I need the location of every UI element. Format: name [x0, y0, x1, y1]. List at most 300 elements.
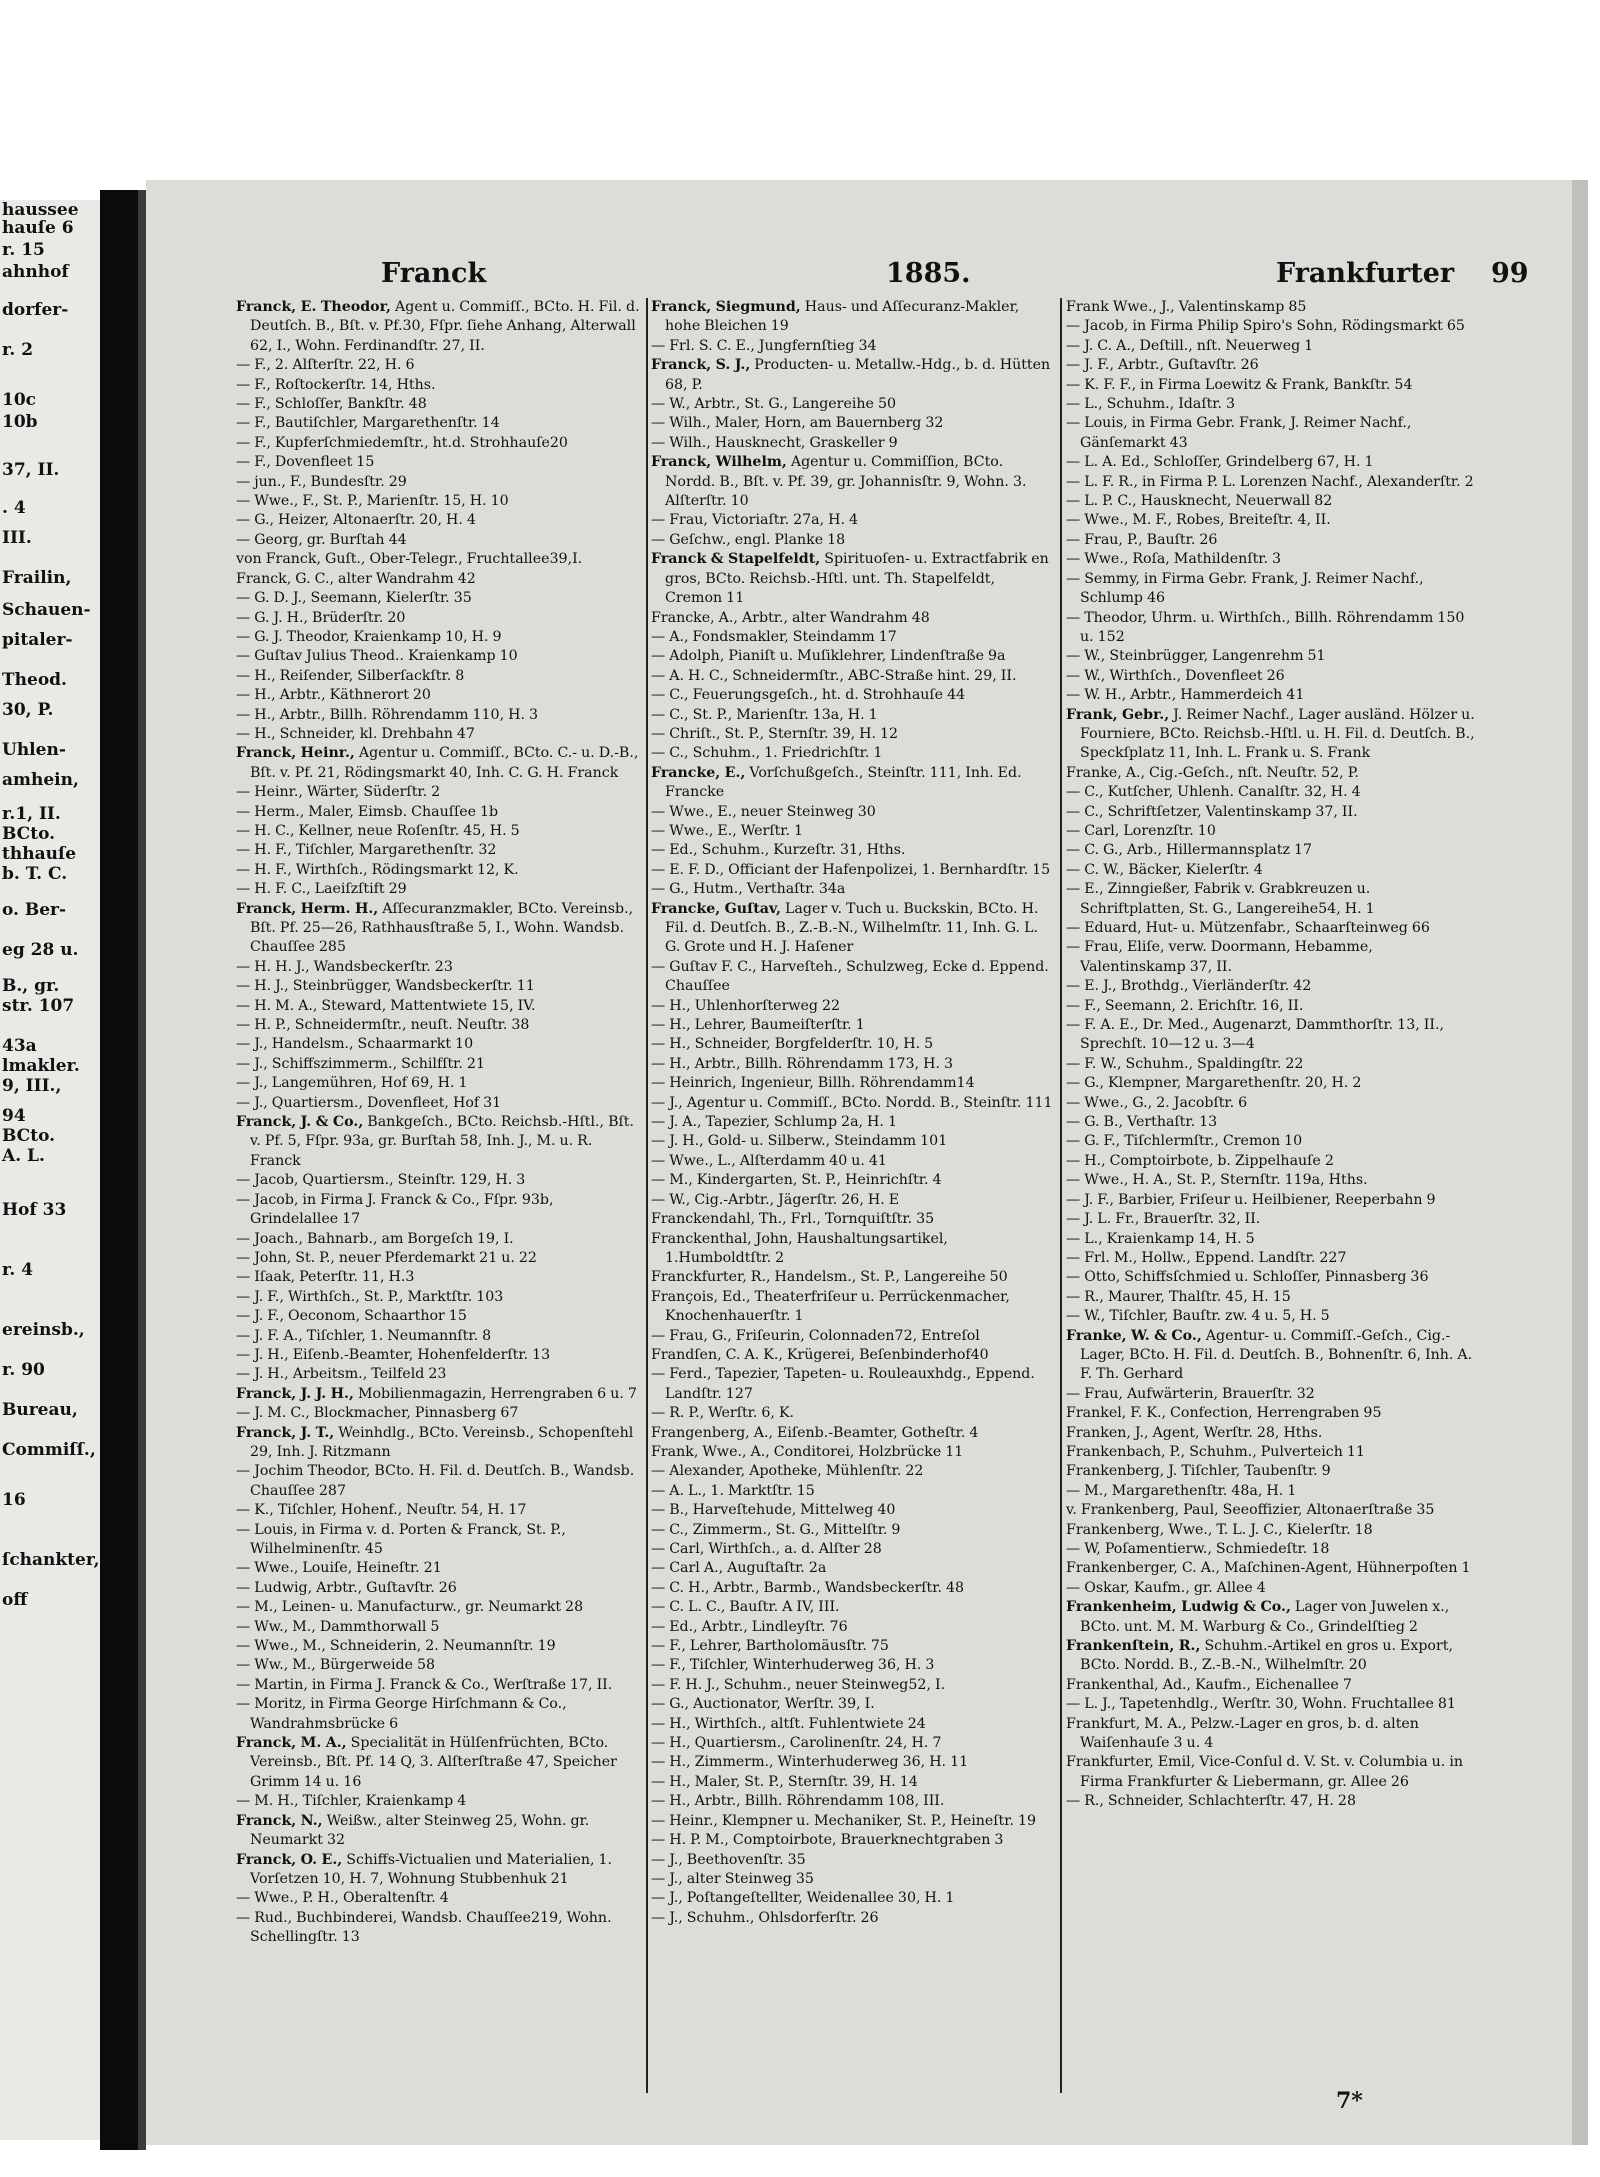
entry-text: — Heinr., Klempner u. Mechaniker, St. P., Heineſtr. 19	[651, 1812, 1037, 1829]
entry-text: — Ferd., Tapezier, Tapeten- u. Rouleauxhdg., Eppend. Landſtr. 127	[651, 1366, 1035, 1402]
entry-text: — Geſchw., engl. Planke 18	[651, 531, 846, 548]
entry-text: — Jacob, Quartiersm., Steinſtr. 129, H. 3	[236, 1172, 526, 1189]
entry-name: Franck, J. T.,	[236, 1424, 335, 1441]
entry-text: — Guſtav F. C., Harveſteh., Schulzweg, Ecke d. Eppend. Chauſſee	[651, 958, 1049, 995]
directory-entry	[1066, 667, 1476, 686]
left-page-text: haussee	[2, 200, 79, 220]
directory-entry	[1066, 1268, 1476, 1287]
entry-text: — J., alter Steinweg 35	[651, 1870, 814, 1887]
entry-text: — C., Schriftſetzer, Valentinskamp 37, II.	[1066, 803, 1358, 820]
entry-text: — C., Schuhm., 1. Friedrichſtr. 1	[651, 745, 883, 762]
directory-entry	[1066, 1016, 1476, 1055]
directory-entry	[1066, 1094, 1476, 1113]
directory-entry	[1066, 880, 1476, 919]
directory-entry	[236, 686, 641, 705]
entry-text: — H., Lehrer, Baumeiſterſtr. 1	[651, 1017, 865, 1034]
directory-entry	[651, 686, 1056, 705]
directory-entry	[236, 1618, 641, 1637]
directory-entry	[1066, 764, 1476, 783]
directory-entry	[651, 550, 1056, 608]
entry-text: — Jochim Theodor, BCto. H. Fil. d. Deutſch. B., Wandsb. Chauſſee 287	[236, 1463, 635, 1499]
directory-entry	[236, 1676, 641, 1695]
book-gutter	[100, 190, 142, 2150]
entry-text: — Wwe., L., Alſterdamm 40 u. 41	[651, 1152, 887, 1169]
entry-text: — W., Steinbrügger, Langenrehm 51	[1066, 648, 1326, 665]
entry-name: Frankenſtein, R.,	[1066, 1638, 1201, 1655]
entry-text: — J., Handelsm., Schaarmarkt 10	[236, 1036, 474, 1053]
left-page-text: r. 90	[2, 1360, 45, 1380]
left-page-text: 9, III.,	[2, 1076, 62, 1096]
directory-entry	[236, 1812, 641, 1851]
entry-text: Franck, G. C., alter Wandrahm 42	[236, 570, 476, 587]
directory-entry	[651, 803, 1056, 822]
directory-entry	[651, 1327, 1056, 1346]
entry-text: — H., Quartiersm., Carolinenſtr. 24, H. 7	[651, 1735, 942, 1752]
directory-entry	[236, 1113, 641, 1171]
left-page-text: Uhlen-	[2, 740, 66, 760]
entry-text: — W., Wirthſch., Dovenfleet 26	[1066, 667, 1285, 684]
left-page-text: III.	[2, 528, 32, 548]
directory-entry	[236, 1035, 641, 1054]
entry-text: — Wwe., G., 2. Jacobſtr. 6	[1066, 1094, 1248, 1111]
entry-text: — H., Arbtr., Billh. Röhrendamm 108, III.	[651, 1793, 945, 1810]
entry-text: — Wwe., F., St. P., Marienſtr. 15, H. 10	[236, 493, 509, 510]
directory-entry	[236, 1792, 641, 1811]
directory-entry	[651, 1695, 1056, 1714]
directory-entry	[1066, 511, 1476, 530]
directory-entry	[1066, 1191, 1476, 1210]
directory-entry	[1066, 1132, 1476, 1151]
entry-text: — Carl, Wirthſch., a. d. Alſter 28	[651, 1541, 882, 1557]
directory-entry	[1066, 1540, 1476, 1559]
directory-entry	[651, 1753, 1056, 1772]
entry-text: — Frau, G., Friſeurin, Colonnaden72, Entreſol	[651, 1327, 980, 1344]
entry-text: — C., St. P., Marienſtr. 13a, H. 1	[651, 706, 878, 723]
entry-text: — H. F., Wirthſch., Rödingsmarkt 12, K.	[236, 861, 519, 878]
entry-text: — Iſaak, Peterſtr. 11, H.3	[236, 1269, 415, 1286]
directory-entry	[236, 725, 641, 744]
entry-text: — Moritz, in Firma George Hirſchmann & Co., Wandrahmsbrücke 6	[236, 1696, 567, 1732]
directory-entry	[1066, 337, 1476, 356]
directory-entry	[236, 395, 641, 414]
entry-text: — Eduard, Hut- u. Mützenfabr., Schaarſteinweg 66	[1066, 920, 1430, 936]
entry-text: — G. J. H., Brüderſtr. 20	[236, 609, 406, 626]
entry-text: — A., Fondsmakler, Steindamm 17	[651, 628, 897, 645]
directory-entry	[1066, 1753, 1476, 1792]
entry-text: Spirituoſen- u. Extractfabrik en gros, BCto. Reichsb.-Hſtl. unt. Th. Stapelfeldt, Cremon 11	[665, 551, 1049, 607]
directory-entry	[651, 1230, 1056, 1269]
entry-text: — Wwe., P. H., Oberaltenſtr. 4	[236, 1890, 449, 1907]
entry-text: — H., Zimmerm., Winterhuderweg 36, H. 11	[651, 1754, 969, 1771]
entry-text: Frandſen, C. A. K., Krügerei, Beſenbinderhof40	[651, 1346, 989, 1363]
entry-text: — Carl, Lorenzſtr. 10	[1066, 822, 1216, 839]
left-page-text: hauſe 6	[2, 218, 74, 238]
directory-entry	[1066, 1521, 1476, 1540]
left-page-text: Bureau,	[2, 1400, 78, 1420]
signature-mark: 7*	[1336, 2088, 1363, 2114]
entry-name: Franck, N.,	[236, 1812, 323, 1829]
left-page-text: r.1, II.	[2, 804, 61, 824]
entry-text: — John, St. P., neuer Pferdemarkt 21 u. 22	[236, 1249, 537, 1266]
entry-text: — H., Schneider, kl. Drehbahn 47	[236, 725, 475, 742]
directory-entry	[651, 414, 1056, 433]
entry-text: — E. J., Brothdg., Vierländerſtr. 42	[1066, 978, 1312, 995]
entry-text: — H., Schneider, Borgfelderſtr. 10, H. 5	[651, 1036, 934, 1053]
entry-text: Agentur- u. Commiſſ.-Geſch., Cig.-Lager, BCto. H. Fil. d. Deutſch. B., Bohnenſtr. 6, Inh. A. F. Th. Gerhard	[1080, 1327, 1473, 1383]
entry-text: — C., Feuerungsgeſch., ht. d. Strohhauſe 44	[651, 687, 966, 704]
directory-entry	[236, 744, 641, 783]
directory-entry	[651, 1501, 1056, 1520]
directory-entry	[651, 453, 1056, 511]
entry-text: Aſſecuranzmakler, BCto. Vereinsb., Bſt. Pf. 25—26, Rathhausſtraße 5, I., Wohn. Wandsb. Chauſſee 285	[250, 900, 634, 956]
directory-entry	[651, 1773, 1056, 1792]
left-page-text: 30, P.	[2, 700, 54, 720]
entry-text: — H. M. A., Steward, Mattentwiete 15, IV.	[236, 997, 536, 1014]
directory-entry	[1066, 647, 1476, 666]
directory-entry	[651, 1268, 1056, 1287]
entry-text: — H., Arbtr., Billh. Röhrendamm 173, H. 3	[651, 1055, 954, 1072]
directory-entry	[651, 1579, 1056, 1598]
directory-entry	[236, 1327, 641, 1346]
column-rule	[646, 298, 648, 2093]
entry-text: — R., Maurer, Thalſtr. 45, H. 15	[1066, 1288, 1291, 1305]
entry-text: Schuhm.-Artikel en gros u. Export, BCto. Nordd. B., Z.-B.-N., Wilhelmſtr. 20	[1080, 1638, 1453, 1674]
directory-entry	[1066, 1404, 1476, 1423]
directory-entry	[236, 1637, 641, 1656]
directory-entry	[1066, 473, 1476, 492]
entry-text: — F., Lehrer, Bartholomäusſtr. 75	[651, 1638, 889, 1655]
left-page-text: . 4	[2, 498, 26, 518]
entry-text: Frankenthal, Ad., Kaufm., Eichenallee 7	[1066, 1676, 1352, 1693]
directory-entry	[1066, 1637, 1476, 1676]
entry-text: Haus- und Aſſecuranz-Makler, hohe Bleichen 19	[665, 299, 1020, 335]
directory-entry	[651, 1074, 1056, 1093]
directory-entry	[236, 1249, 641, 1268]
entry-text: — Guſtav Julius Theod.. Kraienkamp 10	[236, 648, 518, 665]
left-page-text: Commiſſ.,	[2, 1440, 96, 1460]
entry-text: — B., Harveſtehude, Mittelweg 40	[651, 1502, 896, 1519]
directory-entry	[1066, 1327, 1476, 1385]
entry-text: — L., Kraienkamp 14, H. 5	[1066, 1230, 1255, 1247]
entry-text: — C. W., Bäcker, Kielerſtr. 4	[1066, 861, 1263, 878]
directory-entry	[651, 861, 1056, 880]
directory-entry	[1066, 1307, 1476, 1326]
entry-text: — E. F. D., Officiant der Hafenpolizei, 1. Bernhardſtr. 15	[651, 861, 1051, 878]
entry-text: Mobilienmagazin, Herrengraben 6 u. 7	[357, 1385, 637, 1402]
entry-text: Frankenberg, Wwe., T. L. J. C., Kielerſtr. 18	[1066, 1521, 1373, 1538]
entry-text: Frank, Wwe., A., Conditorei, Holzbrücke 11	[651, 1443, 964, 1460]
entry-text: — J. F., Wirthſch., St. P., Marktſtr. 103	[236, 1288, 504, 1305]
directory-entry	[651, 531, 1056, 550]
entry-text: — E., Zinngießer, Fabrik v. Grabkreuzen u. Schriftplatten, St. G., Langereihe54, H. 1	[1066, 881, 1375, 917]
entry-text: — R., Schneider, Schlachterſtr. 47, H. 28	[1066, 1793, 1356, 1810]
entry-text: — Otto, Schiffsſchmied u. Schloſſer, Pinnasberg 36	[1066, 1269, 1429, 1286]
directory-entry	[651, 337, 1056, 356]
directory-entry	[651, 1094, 1056, 1113]
directory-entry	[236, 1191, 641, 1230]
directory-entry	[651, 1365, 1056, 1404]
directory-entry	[236, 783, 641, 802]
directory-entry	[1066, 938, 1476, 977]
entry-text: Vorſchußgeſch., Steinſtr. 111, Inh. Ed. Francke	[665, 764, 1022, 801]
directory-entry	[1066, 1676, 1476, 1695]
page-edge	[138, 190, 146, 2150]
directory-entry	[236, 1346, 641, 1365]
column-2	[651, 298, 1056, 2078]
directory-entry	[651, 1559, 1056, 1578]
entry-text: — Joach., Bahnarb., am Borgeſch 19, I.	[236, 1230, 514, 1247]
directory-entry	[1066, 1424, 1476, 1443]
entry-text: Frankenberger, C. A., Maſchinen-Agent, Hühnerpoſten 1	[1066, 1560, 1471, 1577]
entry-text: — Ed., Arbtr., Lindleyſtr. 76	[651, 1618, 848, 1635]
left-page-text: ereinsb.,	[2, 1320, 85, 1340]
directory-entry	[651, 1831, 1056, 1850]
directory-entry	[236, 1288, 641, 1307]
directory-entry	[651, 764, 1056, 803]
directory-entry	[1066, 531, 1476, 550]
directory-entry	[236, 1385, 641, 1404]
entry-name: Francke, E.,	[651, 764, 746, 781]
entry-text: — Semmy, in Firma Gebr. Frank, J. Reimer Nachf., Schlump 46	[1066, 570, 1424, 607]
entry-name: Franck, Wilhelm,	[651, 454, 787, 471]
directory-entry	[651, 1676, 1056, 1695]
directory-entry	[1066, 1559, 1476, 1578]
left-page-text: pitaler-	[2, 630, 73, 650]
entry-text: — Frau, Aufwärterin, Brauerſtr. 32	[1066, 1385, 1315, 1402]
directory-entry	[651, 1035, 1056, 1054]
entry-name: Franck, J. J. H.,	[236, 1385, 354, 1402]
directory-entry	[1066, 841, 1476, 860]
entry-text: — Frau, Eliſe, verw. Doormann, Hebamme, Valentinskamp 37, II.	[1066, 939, 1373, 975]
entry-name: Franck, E. Theodor,	[236, 299, 391, 315]
directory-entry	[236, 298, 641, 356]
directory-entry	[1066, 298, 1476, 317]
left-page-text: o. Ber-	[2, 900, 67, 920]
directory-entry	[1066, 550, 1476, 569]
directory-entry	[651, 1132, 1056, 1151]
entry-text: — J. F., Oeconom, Schaarthor 15	[236, 1308, 467, 1325]
entry-text: Franckfurter, R., Handelsm., St. P., Langereihe 50	[651, 1269, 1008, 1286]
entry-text: — Ww., M., Dammthorwall 5	[236, 1618, 440, 1635]
entry-text: — W., Arbtr., St. G., Langereihe 50	[651, 396, 896, 413]
directory-entry	[236, 1171, 641, 1190]
directory-entry	[1066, 686, 1476, 705]
entry-text: — F., Seemann, 2. Erichſtr. 16, II.	[1066, 997, 1304, 1014]
directory-entry	[1066, 1443, 1476, 1462]
left-page-text: 37, II.	[2, 460, 60, 480]
page-number: 99	[1491, 258, 1529, 289]
entry-text: — Wwe., Louiſe, Heineſtr. 21	[236, 1560, 442, 1577]
directory-entry	[236, 609, 641, 628]
directory-entry	[1066, 376, 1476, 395]
entry-text: Frankenberg, J. Tiſchler, Taubenſtr. 9	[1066, 1463, 1331, 1480]
left-page-text: ſchankter,	[2, 1550, 100, 1570]
directory-entry	[651, 841, 1056, 860]
directory-entry	[1066, 1074, 1476, 1093]
entry-text: — J., Quartiersm., Dovenfleet, Hof 31	[236, 1094, 502, 1111]
directory-entry	[236, 1501, 641, 1520]
entry-text: Frankel, F. K., Confection, Herrengraben 95	[1066, 1405, 1382, 1422]
directory-entry	[1066, 997, 1476, 1016]
directory-entry	[1066, 1715, 1476, 1754]
entry-name: Franck, J. & Co.,	[236, 1114, 364, 1131]
left-page-text: A. L.	[2, 1146, 45, 1166]
directory-entry	[1066, 1171, 1476, 1190]
entry-text: — Wwe., E., Werſtr. 1	[651, 822, 804, 839]
directory-entry	[651, 1656, 1056, 1675]
entry-text: — J., Langemühren, Hof 69, H. 1	[236, 1075, 468, 1092]
entry-text: — W., Tiſchler, Bauſtr. zw. 4 u. 5, H. 5	[1066, 1308, 1330, 1325]
entry-text: — Martin, in Firma J. Franck & Co., Werſtraße 17, II.	[236, 1676, 613, 1693]
entry-text: Lager v. Tuch u. Buckskin, BCto. H. Fil. d. Deutſch. B., Z.-B.-N., Wilhelmſtr. 11, Inh. G. L. G. Grote und H. J. Haſener	[665, 900, 1039, 956]
directory-entry	[236, 1462, 641, 1501]
directory-entry	[236, 356, 641, 375]
directory-entry	[1066, 919, 1476, 938]
directory-entry	[651, 1870, 1056, 1889]
left-page-text: Schauen-	[2, 600, 91, 620]
entry-text: — G., Hutm., Verthaſtr. 34a	[651, 881, 846, 898]
entry-text: — H. P., Schneidermſtr., neuſt. Neuſtr. 38	[236, 1017, 530, 1034]
left-page-text: B., gr.	[2, 976, 60, 996]
entry-text: — F., Dovenfleet 15	[236, 454, 375, 471]
directory-entry	[236, 977, 641, 996]
directory-entry	[651, 1152, 1056, 1171]
entry-name: Franck, Herm. H.,	[236, 900, 379, 917]
directory-entry	[1066, 1288, 1476, 1307]
entry-text: — C. G., Arb., Hillermannsplatz 17	[1066, 842, 1313, 859]
left-page-text: eg 28 u.	[2, 940, 79, 960]
entry-text: — J. H., Gold- u. Silberw., Steindamm 101	[651, 1133, 948, 1150]
entry-text: Frankfurter, Emil, Vice-Conſul d. V. St. v. Columbia u. in Firma Frankfurter & Liebermann, gr. Allee 26	[1066, 1754, 1463, 1790]
directory-entry	[236, 880, 641, 899]
directory-entry	[236, 1851, 641, 1890]
directory-entry	[236, 1055, 641, 1074]
entry-text: — Ww., M., Bürgerweide 58	[236, 1657, 436, 1674]
directory-entry	[1066, 414, 1476, 453]
entry-text: — H., Wirthſch., altſt. Fuhlentwiete 24	[651, 1715, 926, 1732]
directory-entry	[236, 1404, 641, 1423]
directory-entry	[1066, 1385, 1476, 1404]
directory-entry	[651, 880, 1056, 899]
entry-text: — G. J. Theodor, Kraienkamp 10, H. 9	[236, 628, 502, 645]
left-page-text: Theod.	[2, 670, 67, 690]
entry-text: — jun., F., Bundesſtr. 29	[236, 473, 407, 490]
directory-entry	[651, 1521, 1056, 1540]
directory-entry	[651, 1637, 1056, 1656]
entry-text: — Frl. M., Hollw., Eppend. Landſtr. 227	[1066, 1249, 1347, 1266]
entry-text: — Wilh., Maler, Horn, am Bauernberg 32	[651, 415, 944, 432]
left-page-text: Hof 33	[2, 1200, 67, 1220]
entry-text: Frankfurt, M. A., Pelzw.-Lager en gros, b. d. alten Waiſenhauſe 3 u. 4	[1066, 1715, 1419, 1752]
entry-text: — J. M. C., Blockmacher, Pinnasberg 67	[236, 1405, 519, 1422]
directory-entry	[236, 1521, 641, 1560]
entry-text: — H. C., Kellner, neue Roſenſtr. 45, H. 5	[236, 822, 520, 839]
directory-entry	[651, 356, 1056, 395]
directory-entry	[236, 1268, 641, 1287]
directory-entry	[236, 1424, 641, 1463]
directory-entry	[1066, 492, 1476, 511]
directory-entry	[651, 1113, 1056, 1132]
left-page-text: amhein,	[2, 770, 79, 790]
entry-text: — Heinr., Wärter, Süderſtr. 2	[236, 784, 441, 801]
directory-entry	[651, 1618, 1056, 1637]
entry-text: Weißw., alter Steinweg 25, Wohn. gr. Neumarkt 32	[250, 1812, 590, 1849]
directory-entry	[1066, 1501, 1476, 1520]
left-page-text: BCto.	[2, 824, 56, 844]
entry-text: — F., 2. Alſterſtr. 22, H. 6	[236, 357, 415, 374]
directory-entry	[651, 1055, 1056, 1074]
directory-entry	[236, 1365, 641, 1384]
directory-entry	[236, 492, 641, 511]
entry-text: — K., Tiſchler, Hohenf., Neuſtr. 54, H. 17	[236, 1502, 527, 1519]
directory-entry	[1066, 317, 1476, 336]
directory-entry	[651, 1715, 1056, 1734]
entry-text: — C., Zimmerm., St. G., Mittelſtr. 9	[651, 1521, 901, 1538]
directory-entry	[651, 1792, 1056, 1811]
directory-entry	[1066, 570, 1476, 609]
directory-entry	[651, 1851, 1056, 1870]
directory-entry	[651, 667, 1056, 686]
directory-entry	[651, 706, 1056, 725]
directory-entry	[236, 861, 641, 880]
entry-text: — G. F., Tiſchlermſtr., Cremon 10	[1066, 1133, 1303, 1150]
left-page-text: Frailin,	[2, 568, 72, 588]
entry-text: — L. P. C., Hausknecht, Neuerwall 82	[1066, 493, 1333, 510]
directory-entry	[236, 1734, 641, 1792]
directory-entry	[236, 1695, 641, 1734]
entry-text: — J., Agentur u. Commiſſ., BCto. Nordd. B., Steinſtr. 111	[651, 1094, 1053, 1111]
directory-entry	[236, 803, 641, 822]
directory-entry	[651, 434, 1056, 453]
directory-entry	[236, 511, 641, 530]
entry-text: — F. H. J., Schuhm., neuer Steinweg52, I.	[651, 1676, 946, 1693]
entry-text: François, Ed., Theaterfriſeur u. Perrückenmacher, Knochenhauerſtr. 1	[651, 1288, 1010, 1325]
entry-text: — Wwe., Roſa, Mathildenſtr. 3	[1066, 551, 1282, 568]
entry-text: — H., Arbtr., Käthnerort 20	[236, 687, 431, 704]
entry-text: — Herm., Maler, Eimsb. Chauſſee 1b	[236, 803, 499, 820]
left-page-text: ahnhof	[2, 262, 69, 282]
entry-text: Bankgeſch., BCto. Reichsb.-Hſtl., Bſt. v. Pf. 5, Fſpr. 93a, gr. Burſtah 58, Inh. J., M. u. R. Franck	[250, 1114, 634, 1169]
entry-text: — M. H., Tiſchler, Kraienkamp 4	[236, 1793, 467, 1810]
entry-text: — Wwe., M. F., Robes, Breiteſtr. 4, II.	[1066, 512, 1331, 529]
directory-entry	[1066, 1579, 1476, 1598]
entry-text: — G., Klempner, Margarethenſtr. 20, H. 2	[1066, 1075, 1362, 1092]
left-page-text: r. 15	[2, 240, 45, 260]
directory-entry	[236, 473, 641, 492]
entry-text: — C., Kutſcher, Uhlenh. Canalſtr. 32, H. 4	[1066, 784, 1361, 801]
entry-text: Franken, J., Agent, Werſtr. 28, Hths.	[1066, 1424, 1323, 1441]
entry-name: Franck, O. E.,	[236, 1851, 343, 1868]
entry-text: — Wwe., M., Schneiderin, 2. Neumannſtr. 19	[236, 1638, 556, 1655]
directory-entry	[651, 1171, 1056, 1190]
entry-text: Weinhdlg., BCto. Vereinsb., Schopenſtehl 29, Inh. J. Ritzmann	[250, 1424, 634, 1460]
running-header	[226, 258, 1546, 298]
entry-text: — J., Schiffszimmerm., Schilfſtr. 21	[236, 1055, 485, 1072]
entry-text: — Theodor, Uhrm. u. Wirthſch., Billh. Röhrendamm 150 u. 152	[1066, 609, 1465, 645]
entry-text: — C. L. C., Bauſtr. A IV, III.	[651, 1599, 840, 1616]
directory-entry	[236, 1598, 641, 1617]
directory-entry	[236, 822, 641, 841]
directory-entry	[651, 1734, 1056, 1753]
entry-text: — H. F. C., Laeiſzſtift 29	[236, 881, 407, 898]
entry-text: — Georg, gr. Burſtah 44	[236, 531, 407, 548]
directory-entry	[236, 570, 641, 589]
directory-entry	[651, 1424, 1056, 1443]
directory-entry	[651, 725, 1056, 744]
entry-name: Franck, S. J.,	[651, 357, 751, 374]
left-page-text: str. 107	[2, 996, 75, 1016]
directory-entry	[651, 1016, 1056, 1035]
